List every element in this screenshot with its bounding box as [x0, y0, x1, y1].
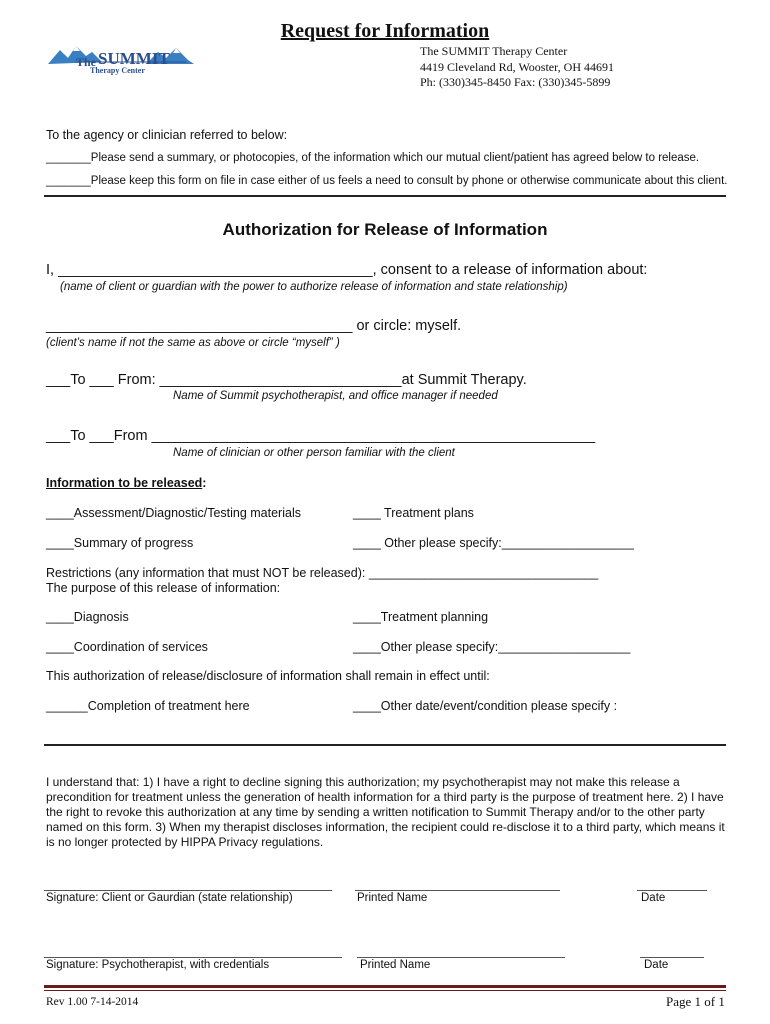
- option-coordination[interactable]: ____Coordination of services: [46, 640, 208, 654]
- request-option-keep[interactable]: _______Please keep this form on file in case either of us feels a need to consult by phone or otherwise communicate about this client.: [46, 175, 728, 187]
- clinician-hint: Name of clinician or other person familiar with the client: [173, 447, 455, 459]
- date-label-2: Date: [644, 959, 669, 971]
- client-name-line[interactable]: ______________________________________ or circle: myself.: [46, 318, 462, 334]
- client-signature-label: Signature: Client or Gaurdian (state relationship): [46, 892, 293, 904]
- therapist-signature-label: Signature: Psychotherapist, with credentials: [46, 959, 270, 971]
- org-address: 4419 Cleveland Rd, Wooster, OH 44691: [420, 60, 614, 74]
- printed-name-line-1[interactable]: [355, 890, 560, 891]
- therapist-signature-line[interactable]: [44, 957, 342, 958]
- option-other-purpose[interactable]: ____Other please specify:___________________: [353, 640, 631, 654]
- printed-name-label-1: Printed Name: [357, 892, 428, 904]
- consent-line[interactable]: I, _______________________________________, consent to a release of information about:: [46, 262, 648, 278]
- logo-summit-text: SUMMIT: [98, 49, 170, 68]
- option-summary[interactable]: ____Summary of progress: [46, 536, 194, 550]
- section-divider-2: [44, 744, 726, 746]
- section-divider: [44, 195, 726, 197]
- summit-therapist-hint: Name of Summit psychotherapist, and office manager if needed: [173, 390, 498, 402]
- authorization-heading: Authorization for Release of Information: [222, 220, 548, 239]
- summit-logo: [46, 42, 196, 82]
- request-intro: To the agency or clinician referred to below:: [46, 128, 288, 142]
- footer-rule-thin: [44, 990, 726, 991]
- consent-hint: (name of client or guardian with the power to authorize release of information and state relationship): [60, 281, 568, 293]
- request-option-send[interactable]: _______Please send a summary, or photocopies, of the information which our mutual client/patient has agreed below to release.: [46, 152, 700, 164]
- option-completion[interactable]: ______Completion of treatment here: [46, 699, 250, 713]
- purpose-label: The purpose of this release of information:: [46, 581, 281, 595]
- org-phone-fax: Ph: (330)345-8450 Fax: (330)345-5899: [420, 75, 611, 89]
- effect-label: This authorization of release/disclosure of information shall remain in effect until:: [46, 669, 490, 683]
- clinician-line[interactable]: ___To ___From _______________________________________________________: [46, 428, 596, 444]
- option-treatment-planning[interactable]: ____Treatment planning: [353, 610, 489, 624]
- summit-therapist-line[interactable]: ___To ___ From: ______________________________at Summit Therapy.: [46, 372, 527, 388]
- option-diagnosis[interactable]: ____Diagnosis: [46, 610, 129, 624]
- page-title: Request for Information: [280, 20, 490, 42]
- info-release-label: Information to be released:: [46, 476, 207, 490]
- printed-name-label-2: Printed Name: [360, 959, 431, 971]
- restrictions-line[interactable]: Restrictions (any information that must NOT be released): _________________________________: [46, 566, 599, 580]
- printed-name-line-2[interactable]: [357, 957, 565, 958]
- option-other-date[interactable]: ____Other date/event/condition please specify :: [353, 699, 618, 713]
- logo-the-text: The: [76, 55, 97, 69]
- page-number: Page 1 of 1: [666, 994, 725, 1009]
- option-assessment[interactable]: ____Assessment/Diagnostic/Testing materials: [46, 506, 301, 520]
- date-line-2[interactable]: [640, 957, 704, 958]
- option-other-info[interactable]: ____ Other please specify:___________________: [353, 536, 634, 550]
- org-name: The SUMMIT Therapy Center: [420, 44, 568, 58]
- option-treatment-plans[interactable]: ____ Treatment plans: [353, 506, 474, 520]
- understanding-paragraph: I understand that: 1) I have a right to decline signing this authorization; my psychotherapist may not make this release a precondition for treatment unless the generation of health information for a third party is the purpose of treatment here. 2) I have the right to revoke this authorization at any time by sending a written notification to Summit Therapy and/or to the other party named on this form. 3) When my therapist discloses information, the recipient could re-disclose it to a third party, which means it is no longer protected by HIPPA Privacy regulations.: [46, 775, 725, 849]
- date-label-1: Date: [641, 892, 666, 904]
- client-name-hint: (client’s name if not the same as above or circle “myself” ): [46, 337, 340, 349]
- footer-rule: [44, 985, 726, 988]
- client-signature-line[interactable]: [44, 890, 332, 891]
- date-line-1[interactable]: [637, 890, 707, 891]
- revision-label: Rev 1.00 7-14-2014: [46, 996, 139, 1008]
- logo-sub-text: Therapy Center: [90, 66, 145, 75]
